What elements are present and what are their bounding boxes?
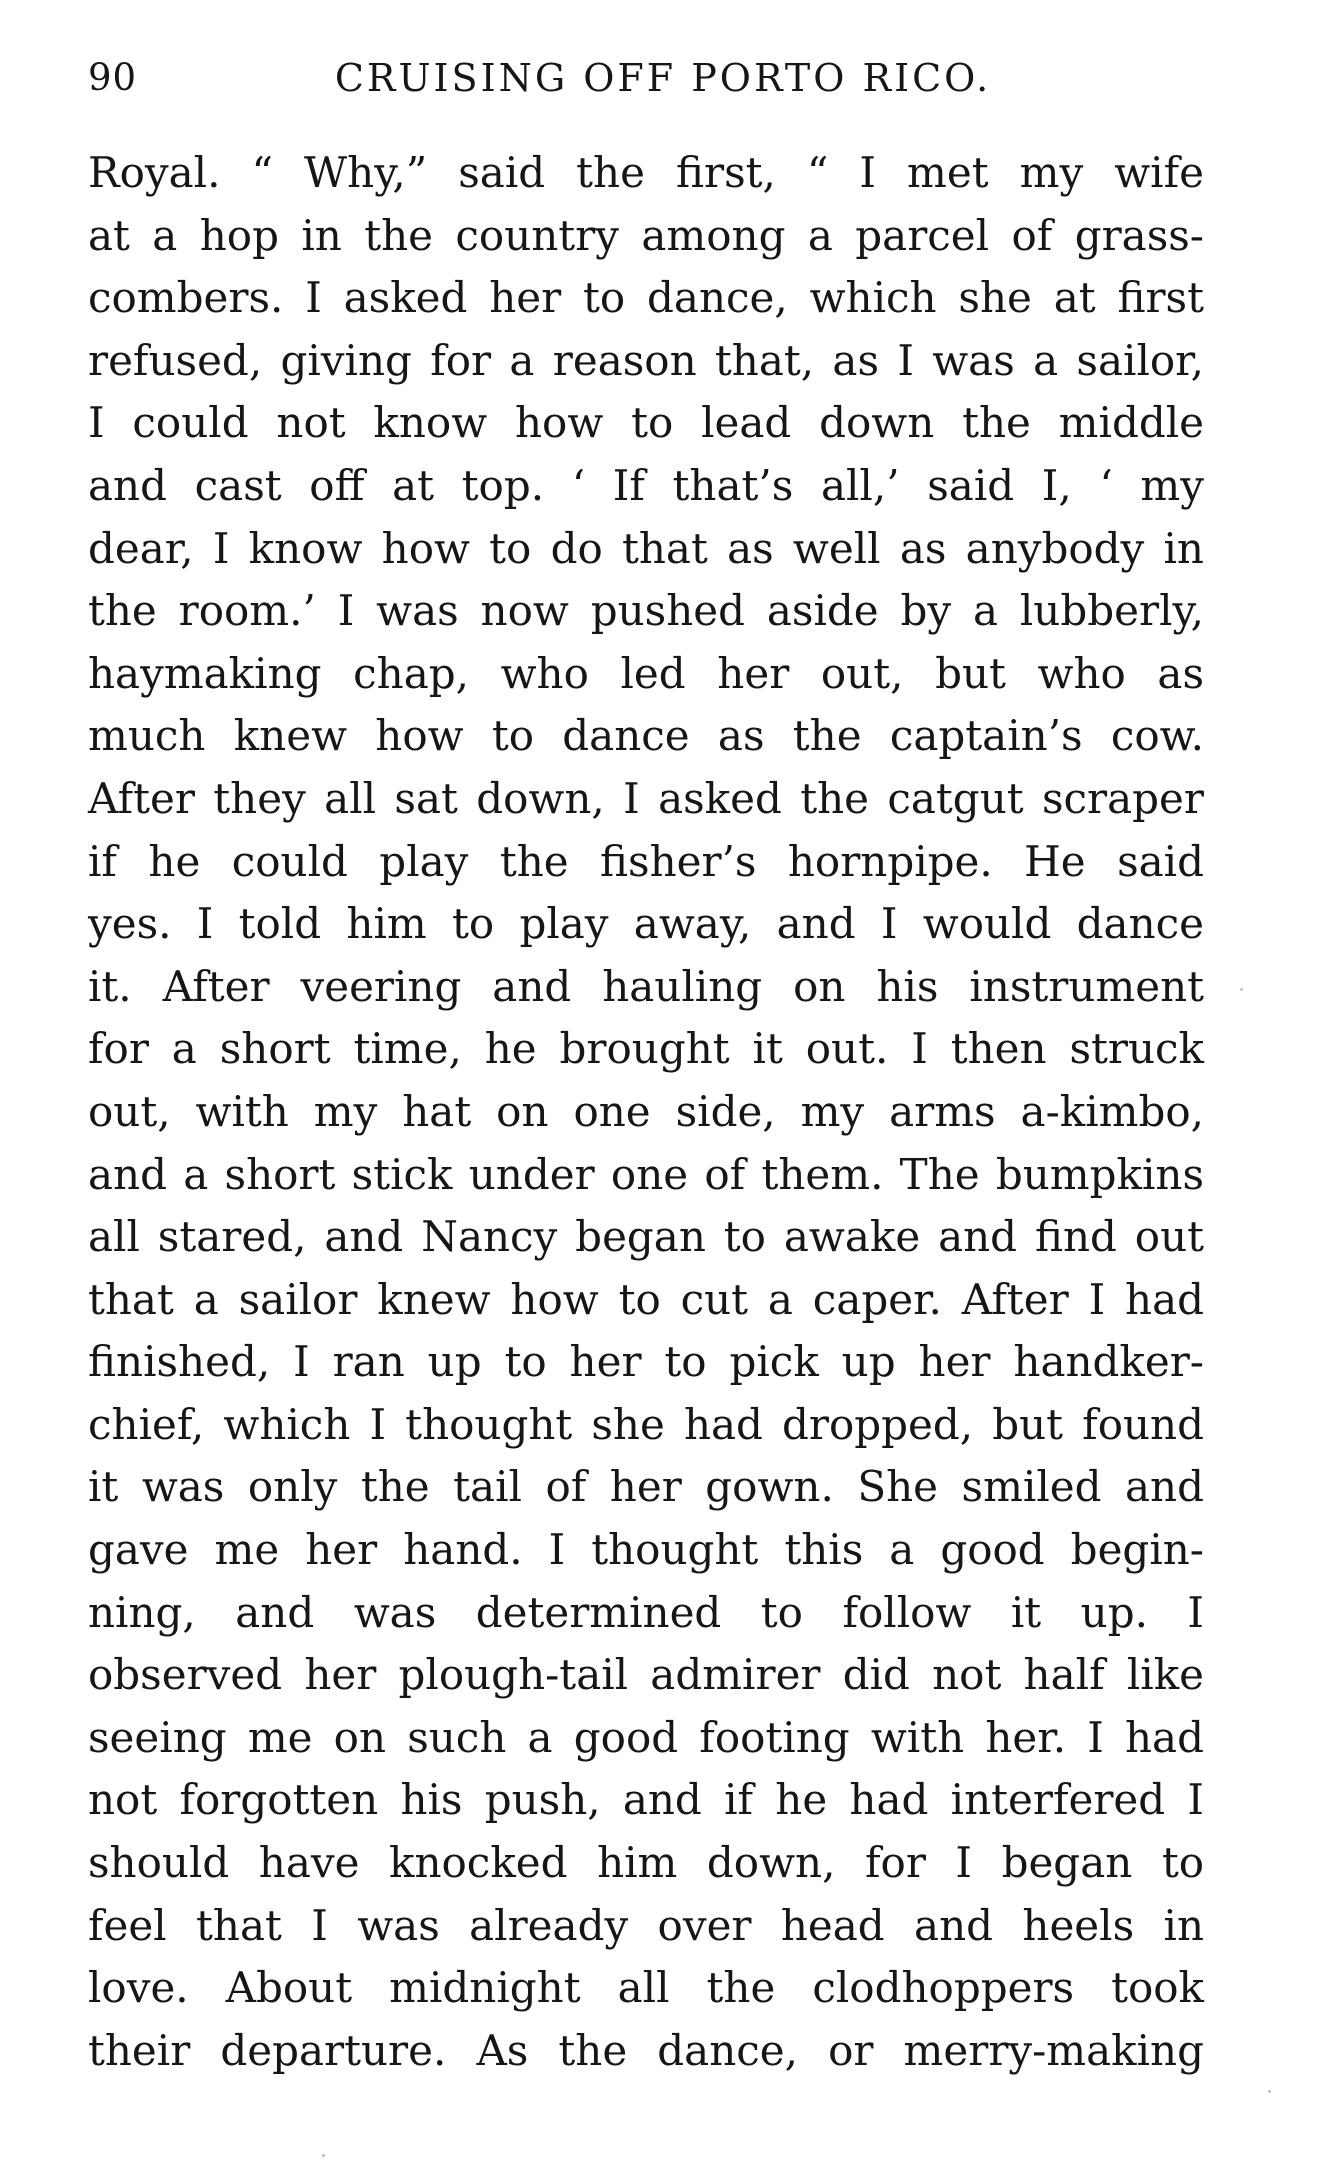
text-line: out, with my hat on one side, my arms a-kimbo, bbox=[88, 1086, 1204, 1136]
text-line: yes. I told him to play away, and I would dance bbox=[88, 899, 1204, 949]
text-line: not forgotten his push, and if he had interfered I bbox=[88, 1775, 1204, 1825]
text-line: gave me her hand. I thought this a good begin- bbox=[88, 1525, 1204, 1575]
text-line: it was only the tail of her gown. She smiled and bbox=[88, 1462, 1204, 1512]
text-line: haymaking chap, who led her out, but who as bbox=[88, 648, 1204, 698]
text-line: that a sailor knew how to cut a caper. After I had bbox=[88, 1274, 1204, 1324]
text-line: dear, I know how to do that as well as anybody in bbox=[88, 523, 1204, 573]
text-line: the room.’ I was now pushed aside by a lubberly, bbox=[88, 586, 1204, 636]
text-line: and a short stick under one of them. The bumpkins bbox=[88, 1149, 1204, 1199]
text-line: much knew how to dance as the captain’s cow. bbox=[88, 711, 1204, 761]
text-line: finished, I ran up to her to pick up her handker- bbox=[88, 1337, 1204, 1387]
text-line: for a short time, he brought it out. I then struck bbox=[88, 1024, 1204, 1074]
text-line: it. After veering and hauling on his instrument bbox=[88, 961, 1204, 1011]
print-speck bbox=[322, 2154, 325, 2157]
text-line: at a hop in the country among a parcel of grass- bbox=[88, 210, 1204, 260]
text-line: feel that I was already over head and heels in bbox=[88, 1900, 1204, 1950]
body-text bbox=[88, 142, 1204, 2082]
text-line: refused, giving for a reason that, as I was a sailor, bbox=[88, 335, 1204, 385]
text-line: love. About midnight all the clodhoppers took bbox=[88, 1963, 1204, 2013]
text-line: Royal. “ Why,” said the first, “ I met my wife bbox=[88, 148, 1204, 197]
text-line: After they all sat down, I asked the catgut scraper bbox=[88, 773, 1204, 823]
text-line: combers. I asked her to dance, which she at first bbox=[88, 273, 1204, 323]
text-line: should have knocked him down, for I began to bbox=[88, 1838, 1204, 1888]
text-line: observed her plough-tail admirer did not half like bbox=[88, 1650, 1204, 1700]
text-line: chief, which I thought she had dropped, but found bbox=[88, 1399, 1204, 1449]
text-line: seeing me on such a good footing with her. I had bbox=[88, 1712, 1204, 1762]
print-speck bbox=[1268, 2090, 1271, 2093]
text-line: I could not know how to lead down the middle bbox=[88, 398, 1204, 448]
print-speck bbox=[1240, 988, 1243, 991]
text-line: all stared, and Nancy began to awake and find out bbox=[88, 1212, 1204, 1262]
running-head bbox=[88, 48, 1208, 108]
text-line: ning, and was determined to follow it up. I bbox=[88, 1587, 1204, 1637]
page-number: 90 bbox=[88, 56, 138, 99]
running-title: CRUISING OFF PORTO RICO. bbox=[334, 56, 992, 100]
text-line: and cast off at top. ‘ If that’s all,’ said I, ‘ my bbox=[88, 460, 1204, 510]
text-line: if he could play the fisher’s hornpipe. He said bbox=[88, 836, 1204, 886]
text-line: their departure. As the dance, or merry-making bbox=[88, 2025, 1204, 2075]
